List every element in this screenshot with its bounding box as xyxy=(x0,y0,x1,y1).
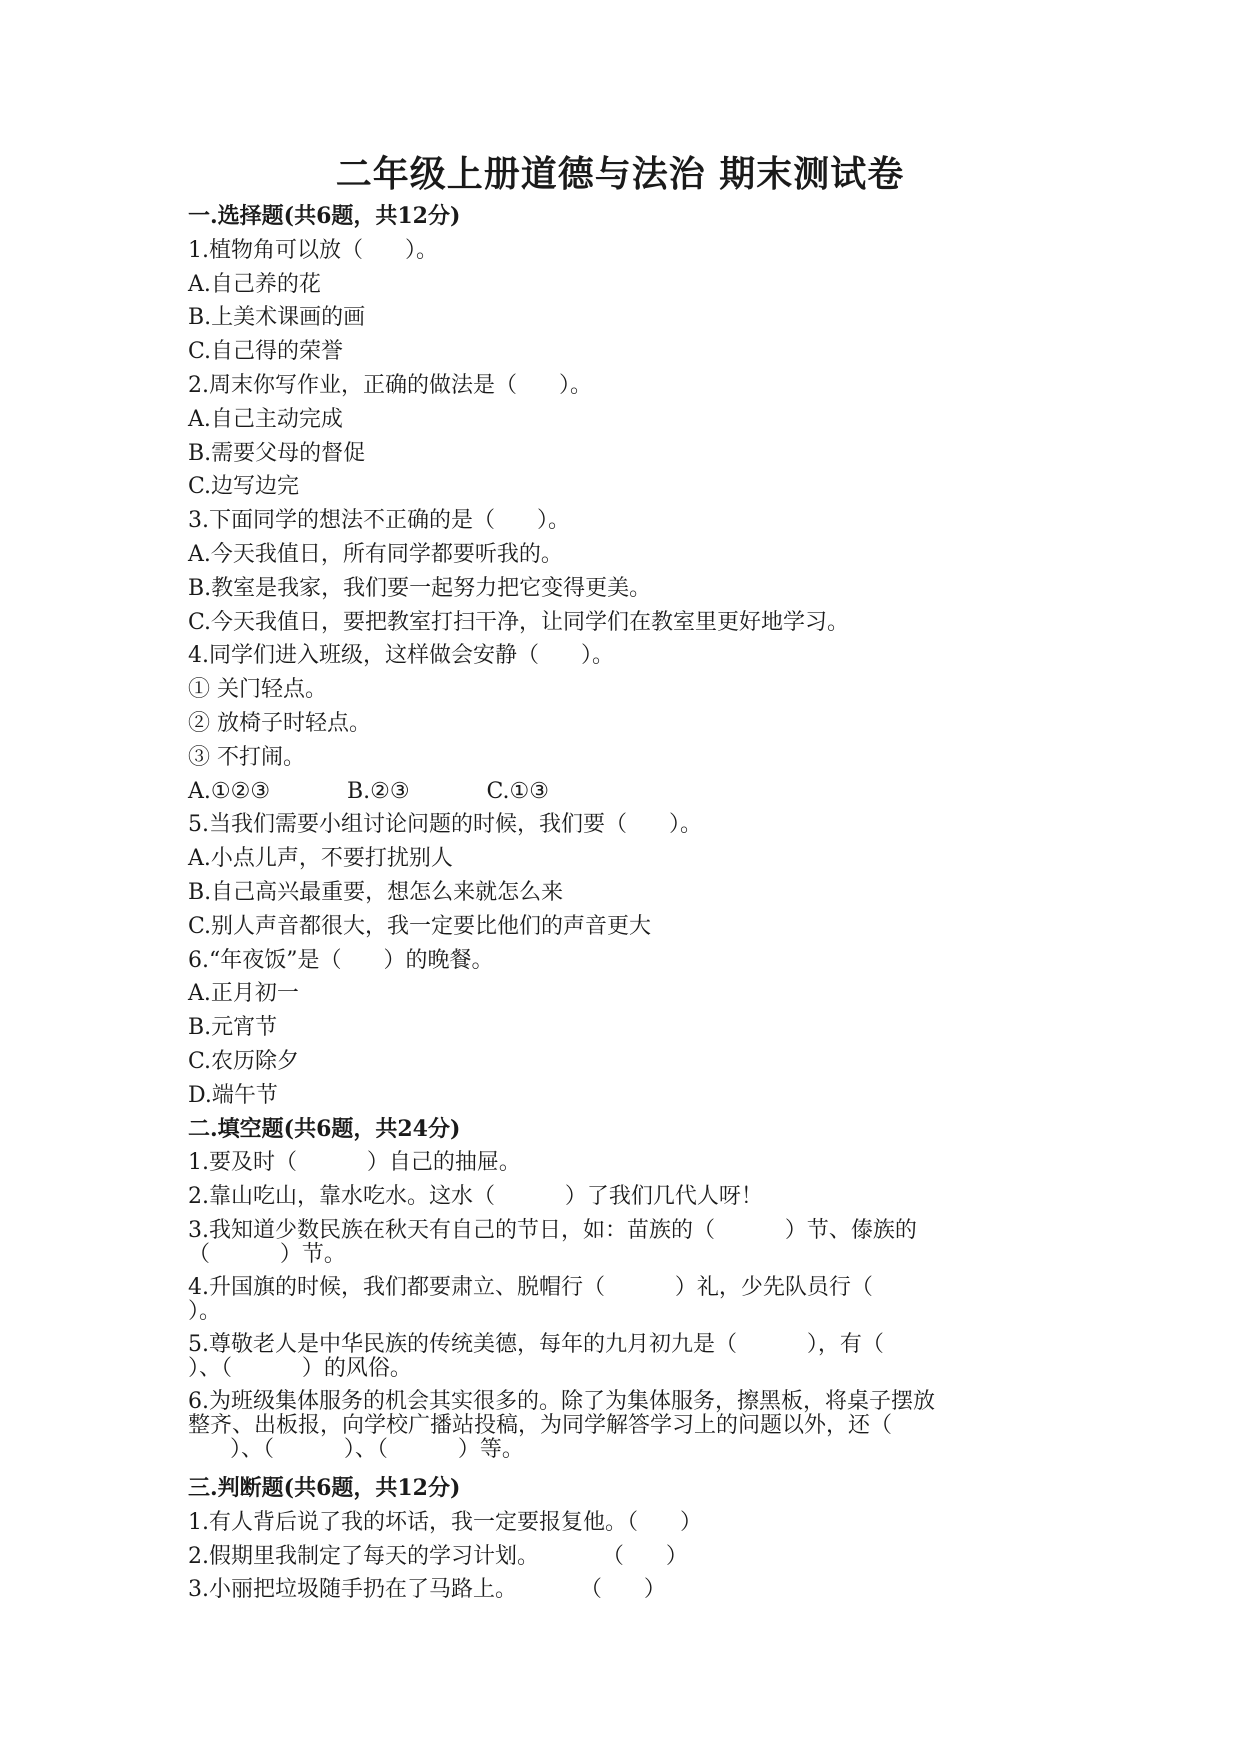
statement-line: ② 放椅子时轻点。 xyxy=(188,710,371,736)
page-title: 二年级上册道德与法治 期末测试卷 xyxy=(335,153,905,195)
question-line: 1.植物角可以放（ ）。 xyxy=(188,237,438,263)
question-line: 4.升国旗的时候，我们都要肃立、脱帽行（ ）礼，少先队员行（ ）。 xyxy=(188,1274,873,1324)
question-line: 3.下面同学的想法不正确的是（ ）。 xyxy=(188,508,570,534)
option-line: A.①②③ B.②③ C.①③ xyxy=(188,778,549,804)
option-line: D.端午节 xyxy=(188,1082,278,1108)
question-line: 1.有人背后说了我的坏话，我一定要报复他。（ ） xyxy=(188,1509,702,1535)
option-line: B.自己高兴最重要，想怎么来就怎么来 xyxy=(188,879,564,905)
question-line: 6.为班级集体服务的机会其实很多的。除了为集体服务，擦黑板，将桌子摆放 整齐、出板报，向学校广播站投稿，为同学解答学习上的问题以外，还（ ）、（ ）、（ ）等。 xyxy=(188,1388,935,1462)
question-line: 3.小丽把垃圾随手扔在了马路上。 （ ） xyxy=(188,1577,666,1603)
option-line: B.教室是我家，我们要一起努力把它变得更美。 xyxy=(188,575,652,601)
option-line: A.小点儿声，不要打扰别人 xyxy=(188,846,453,872)
question-line: 5.尊敬老人是中华民族的传统美德，每年的九月初九是（ ），有（ ）、（ ）的风俗。 xyxy=(188,1331,884,1381)
option-line: B.上美术课画的画 xyxy=(188,305,366,331)
section-heading: 三.判断题(共6题，共12分) xyxy=(188,1474,461,1501)
option-line: B.需要父母的督促 xyxy=(188,440,366,466)
question-line: 6.“年夜饭”是（ ）的晚餐。 xyxy=(188,947,494,973)
exam-content xyxy=(188,200,1068,1607)
question-line: 1.要及时（ ）自己的抽屉。 xyxy=(188,1150,521,1176)
option-line: C.自己得的荣誉 xyxy=(188,339,344,365)
question-line: 5.当我们需要小组讨论问题的时候，我们要（ ）。 xyxy=(188,812,702,838)
option-line: C.农历除夕 xyxy=(188,1048,300,1074)
option-line: A.正月初一 xyxy=(188,981,299,1007)
section-heading: 二.填空题(共6题，共24分) xyxy=(188,1115,461,1142)
question-line: 2.假期里我制定了每天的学习计划。 （ ） xyxy=(188,1543,688,1569)
option-line: B.元宵节 xyxy=(188,1015,278,1041)
option-line: C.别人声音都很大，我一定要比他们的声音更大 xyxy=(188,913,652,939)
statement-line: ① 关门轻点。 xyxy=(188,677,327,703)
question-line: 2.周末你写作业，正确的做法是（ ）。 xyxy=(188,372,592,398)
question-line: 2.靠山吃山，靠水吃水。这水（ ）了我们几代人呀！ xyxy=(188,1184,763,1210)
option-line: A.自己主动完成 xyxy=(188,406,343,432)
section-heading: 一.选择题(共6题，共12分) xyxy=(188,203,461,229)
option-line: A.今天我值日，所有同学都要听我的。 xyxy=(188,541,563,567)
option-line: C.今天我值日，要把教室打扫干净，让同学们在教室里更好地学习。 xyxy=(188,609,850,635)
question-line: 3.我知道少数民族在秋天有自己的节日，如：苗族的（ ）节、傣族的 （ ）节。 xyxy=(188,1217,917,1267)
option-line: C.边写边完 xyxy=(188,474,300,500)
statement-line: ③ 不打闹。 xyxy=(188,744,305,770)
question-line: 4.同学们进入班级，这样做会安静（ ）。 xyxy=(188,643,614,669)
option-line: A.自己养的花 xyxy=(188,271,321,297)
